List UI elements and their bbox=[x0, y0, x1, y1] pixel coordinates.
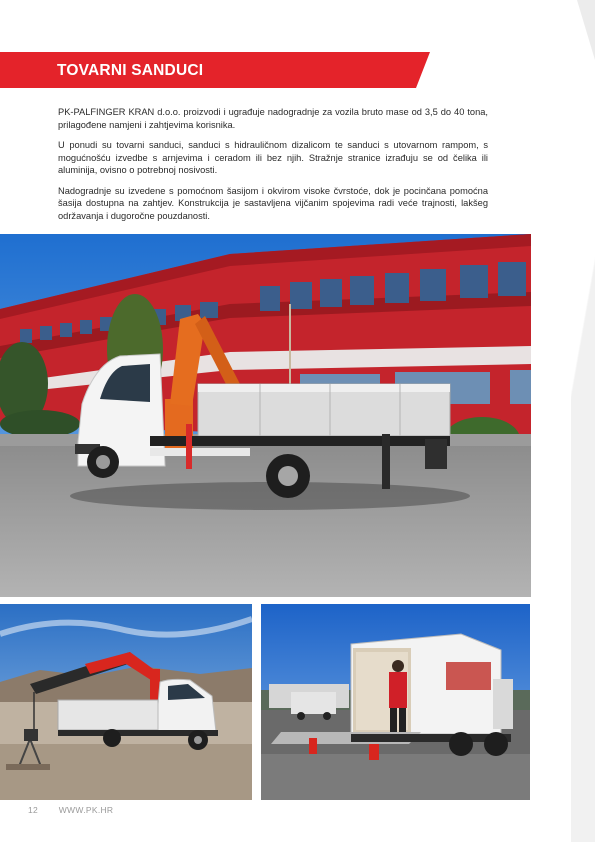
paragraph: Nadogradnje su izvedene s pomoćnom šasijom i okvirom visoke čvrstoće, dok je pocinčana pomoćna šasija dostupna na zahtjev. Konstrukcija je sastavljena vijčanim spojevima radi veće trajnosti, lakšeg održavanja i dugoročne pouzdanosti. bbox=[58, 185, 488, 221]
page-footer bbox=[28, 805, 113, 815]
truck-crane-photo bbox=[0, 234, 531, 597]
paragraph: U ponudi su tovarni sanduci, sanduci s hidrauličnom dizalicom te sanduci s utovarnom rampom, s mogućnošću izvedbe s arnjevima i ceradom ili bez njih. Stražnje stranice izrađuju se od čelika ili aluminija, ovisno o potrebnoj nosivosti. bbox=[58, 140, 488, 175]
website-link[interactable]: WWW.PK.HR bbox=[58, 805, 114, 815]
page-edge-decoration bbox=[571, 0, 595, 842]
page-number: 12 bbox=[28, 805, 39, 815]
section-title: TOVARNI SANDUCI bbox=[57, 62, 204, 79]
paragraph: PK-PALFINGER KRAN d.o.o. proizvodi i ugrađuje nadogradnje za vozila bruto mase od 3,5 do 40 tona, prilagođene namjeni i zahtjevima korisnika. bbox=[58, 107, 488, 130]
box-body-tail-lift-photo bbox=[261, 604, 530, 800]
corner-decoration bbox=[577, 0, 595, 60]
crane-operation-photo bbox=[0, 604, 252, 800]
intro-text bbox=[58, 106, 488, 230]
